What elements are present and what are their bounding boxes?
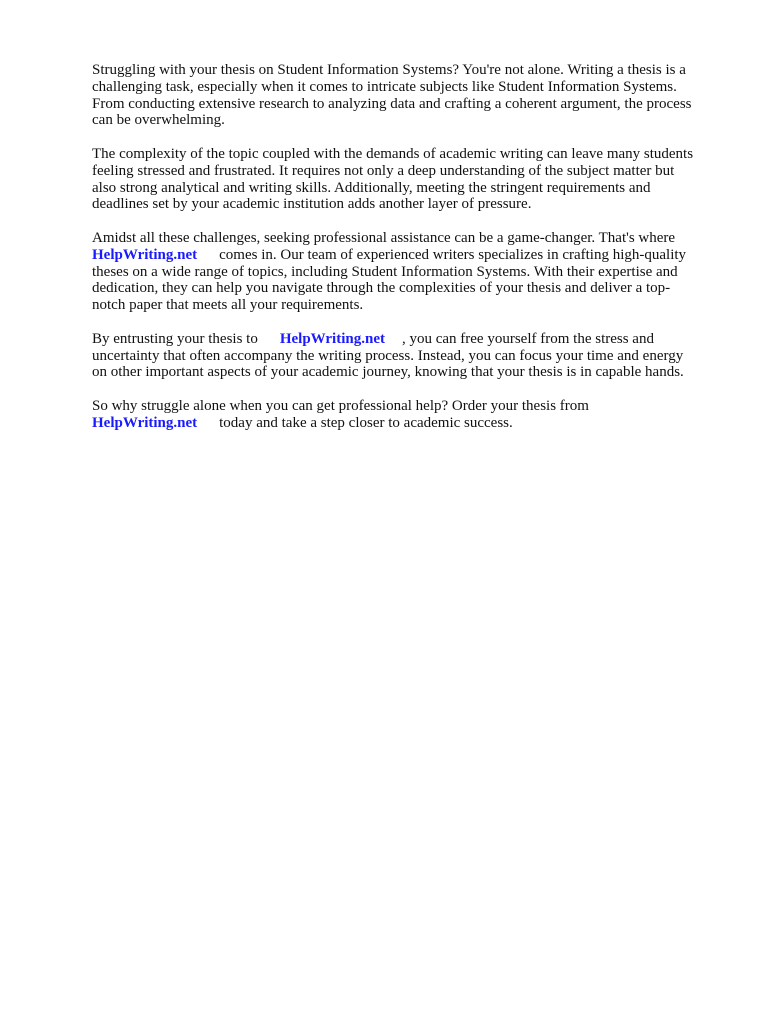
paragraph-closing — [92, 398, 720, 432]
text-line: feeling stressed and frustrated. It requires not only a deep understanding of the subject matter but — [92, 162, 675, 179]
helpwriting-link[interactable]: HelpWriting.net — [279, 330, 385, 347]
text-line-with-link — [92, 247, 720, 264]
paragraph-complexity — [92, 146, 720, 213]
helpwriting-link[interactable]: HelpWriting.net — [92, 414, 198, 431]
text-line: can be overwhelming. — [92, 112, 225, 129]
text-line: dedication, they can help you navigate through the complexities of your thesis and deliver a top- — [92, 280, 671, 297]
paragraph-intro — [92, 62, 720, 129]
text-line: The complexity of the topic coupled with the demands of academic writing can leave many students — [92, 145, 694, 162]
text-line: So why struggle alone when you can get professional help? Order your thesis from — [92, 397, 589, 414]
text-line: Amidst all these challenges, seeking professional assistance can be a game-changer. That's where — [92, 229, 676, 246]
text-line: challenging task, especially when it comes to intricate subjects like Student Information Systems. — [92, 78, 677, 95]
text-line: also strong analytical and writing skills. Additionally, meeting the stringent requirements and — [92, 179, 651, 196]
text-line: notch paper that meets all your requirements. — [92, 297, 364, 314]
text-line: Struggling with your thesis on Student Information Systems? You're not alone. Writing a thesis is a — [92, 62, 686, 78]
text-line: uncertainty that often accompany the writing process. Instead, you can focus your time and energy — [92, 347, 684, 364]
helpwriting-link[interactable]: HelpWriting.net — [92, 246, 198, 263]
paragraph-assistance — [92, 230, 720, 314]
text-line: theses on a wide range of topics, including Student Information Systems. With their expertise and — [92, 263, 678, 280]
text-line: on other important aspects of your academic journey, knowing that your thesis is in capable hands. — [92, 364, 684, 381]
text-line-with-link — [92, 331, 720, 348]
text-segment: , you can free yourself from the stress and — [401, 330, 654, 347]
text-segment: comes in. Our team of experienced writers specializes in crafting high-quality — [219, 246, 687, 263]
document-body — [92, 62, 720, 448]
text-line-with-link — [92, 415, 720, 432]
paragraph-entrusting — [92, 331, 720, 381]
text-segment: today and take a step closer to academic success. — [219, 414, 513, 431]
text-line: deadlines set by your academic institution adds another layer of pressure. — [92, 196, 532, 213]
text-segment: By entrusting your thesis to — [92, 330, 258, 347]
text-line: From conducting extensive research to analyzing data and crafting a coherent argument, the process — [92, 95, 692, 112]
